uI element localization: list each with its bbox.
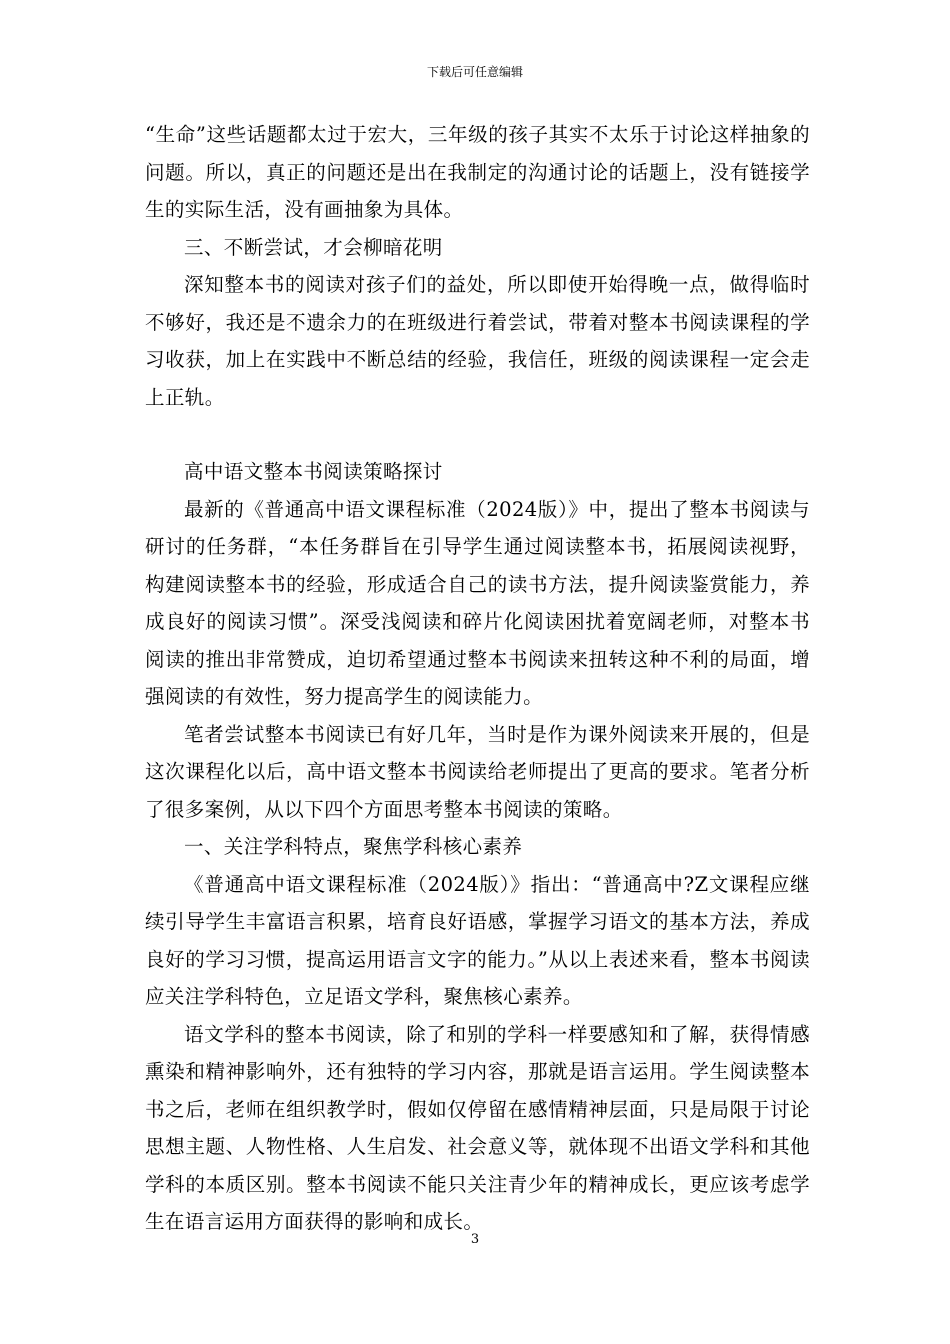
paragraph: 《普通高中语文课程标准（2024版）》指出：“普通高中?Z文课程应继续引导学生丰富语言积累，培育良好语感，掌握学习语文的基本方法，养成良好的学习习惯，提高运用语言文字的能力。”从以上表述来看，整本书阅读应关注学科特色，立足语文学科，聚焦核心素养。 — [145, 872, 810, 1008]
paragraph: 笔者尝试整本书阅读已有好几年，当时是作为课外阅读来开展的，但是这次课程化以后，高中语文整本书阅读给老师提出了更高的要求。笔者分析了很多案例，从以下四个方面思考整本书阅读的策略。 — [145, 722, 810, 821]
document-body — [145, 116, 810, 1241]
page-header: 下载后可任意编辑 — [426, 65, 523, 79]
section-heading-1: 一、关注学科特点，聚焦学科核心素养 — [184, 835, 523, 858]
paragraph-continued: “生命”这些话题都太过于宏大，三年级的孩子其实不太乐于讨论这样抽象的问题。所以，真正的问题还是出在我制定的沟通讨论的话题上，没有链接学生的实际生活，没有画抽象为具体。 — [145, 123, 810, 221]
section-heading-3: 三、不断尝试，才会柳暗花明 — [184, 235, 443, 259]
blank-line — [145, 416, 810, 453]
paragraph: 深知整本书的阅读对孩子们的益处，所以即使开始得晚一点，做得临时不够好，我还是不遗余力的在班级进行着尝试，带着对整本书阅读课程的学习收获，加上在实践中不断总结的经验，我信任，班级的阅读课程一定会走上正轨。 — [145, 273, 810, 409]
page-number: 3 — [470, 1232, 480, 1247]
paragraph: 最新的《普通高中语文课程标准（2024版）》中，提出了整本书阅读与研讨的任务群，“本任务群旨在引导学生通过阅读整本书，拓展阅读视野，构建阅读整本书的经验，形成适合自己的读书方法，提升阅读鉴赏能力，养成良好的阅读习惯”。深受浅阅读和碎片化阅读困扰着宽阔老师，对整本书阅读的推出非常赞成，迫切希望通过整本书阅读来扭转这种不利的局面，增强阅读的有效性，努力提高学生的阅读能力。 — [145, 497, 810, 708]
paragraph: 语文学科的整本书阅读，除了和别的学科一样要感知和了解，获得情感熏染和精神影响外，还有独特的学习内容，那就是语言运用。学生阅读整本书之后，老师在组织教学时，假如仅停留在感情精神层面，只是局限于讨论思想主题、人物性格、人生启发、社会意义等，就体现不出语文学科和其他学科的本质区别。整本书阅读不能只关注青少年的精神成长，更应该考虑学生在语言运用方面获得的影响和成长。 — [145, 1022, 810, 1233]
article-title: 高中语文整本书阅读策略探讨 — [184, 460, 443, 483]
